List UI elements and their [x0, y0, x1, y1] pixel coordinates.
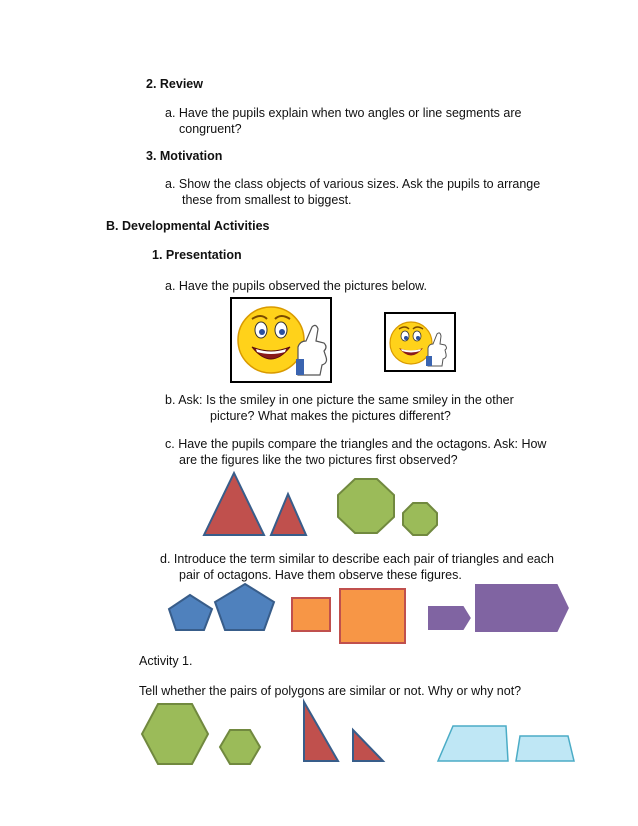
small-arrow-shape	[427, 605, 472, 631]
motivation-item-a-line1: a. Show the class objects of various sizes. Ask the pupils to arrange	[165, 177, 541, 191]
small-triangle	[271, 494, 306, 535]
presentation-item-d-line1: d. Introduce the term similar to describe each pair of triangles and each	[160, 552, 554, 566]
presentation-heading: 1. Presentation	[152, 248, 242, 262]
activity-polygons-figure	[138, 698, 578, 768]
large-arrow-shape	[474, 583, 570, 633]
review-item-a-line2: congruent?	[179, 122, 242, 136]
small-hexagon	[220, 730, 260, 764]
large-right-triangle	[304, 702, 338, 761]
large-triangle	[204, 473, 264, 535]
large-pentagon	[215, 584, 274, 630]
review-item-a-line1: a. Have the pupils explain when two angles or line segments are	[165, 106, 522, 120]
smiley-face-icon-small	[390, 322, 432, 364]
presentation-item-d-line2: pair of octagons. Have them observe these figures.	[179, 568, 462, 582]
small-right-triangle	[353, 730, 383, 761]
large-octagon	[338, 479, 394, 533]
developmental-heading: B. Developmental Activities	[106, 219, 270, 233]
small-octagon	[403, 503, 437, 535]
pentagons-squares-arrows-figure	[165, 580, 575, 648]
activity-instruction: Tell whether the pairs of polygons are similar or not. Why or why not?	[139, 684, 522, 698]
small-trapezoid	[516, 736, 574, 761]
review-heading: 2. Review	[146, 77, 203, 91]
presentation-item-a: a. Have the pupils observed the pictures below.	[165, 279, 427, 293]
large-square	[340, 589, 405, 643]
motivation-heading: 3. Motivation	[146, 149, 223, 163]
small-square	[292, 598, 330, 631]
smiley-picture-large	[230, 297, 332, 383]
triangles-octagons-figure	[200, 470, 445, 538]
motivation-item-a-line2: these from smallest to biggest.	[182, 193, 352, 207]
presentation-item-b-line2: picture? What makes the pictures different?	[210, 409, 451, 423]
large-hexagon	[142, 704, 208, 764]
presentation-item-b-line1: b. Ask: Is the smiley in one picture the same smiley in the other	[165, 393, 514, 407]
large-trapezoid	[438, 726, 508, 761]
activity-title: Activity 1.	[139, 654, 193, 668]
small-pentagon	[169, 595, 212, 630]
presentation-item-c-line1: c. Have the pupils compare the triangles and the octagons. Ask: How	[165, 437, 547, 451]
presentation-item-c-line2: are the figures like the two pictures first observed?	[179, 453, 458, 467]
smiley-picture-small	[384, 312, 456, 372]
smiley-face-icon	[238, 307, 304, 373]
